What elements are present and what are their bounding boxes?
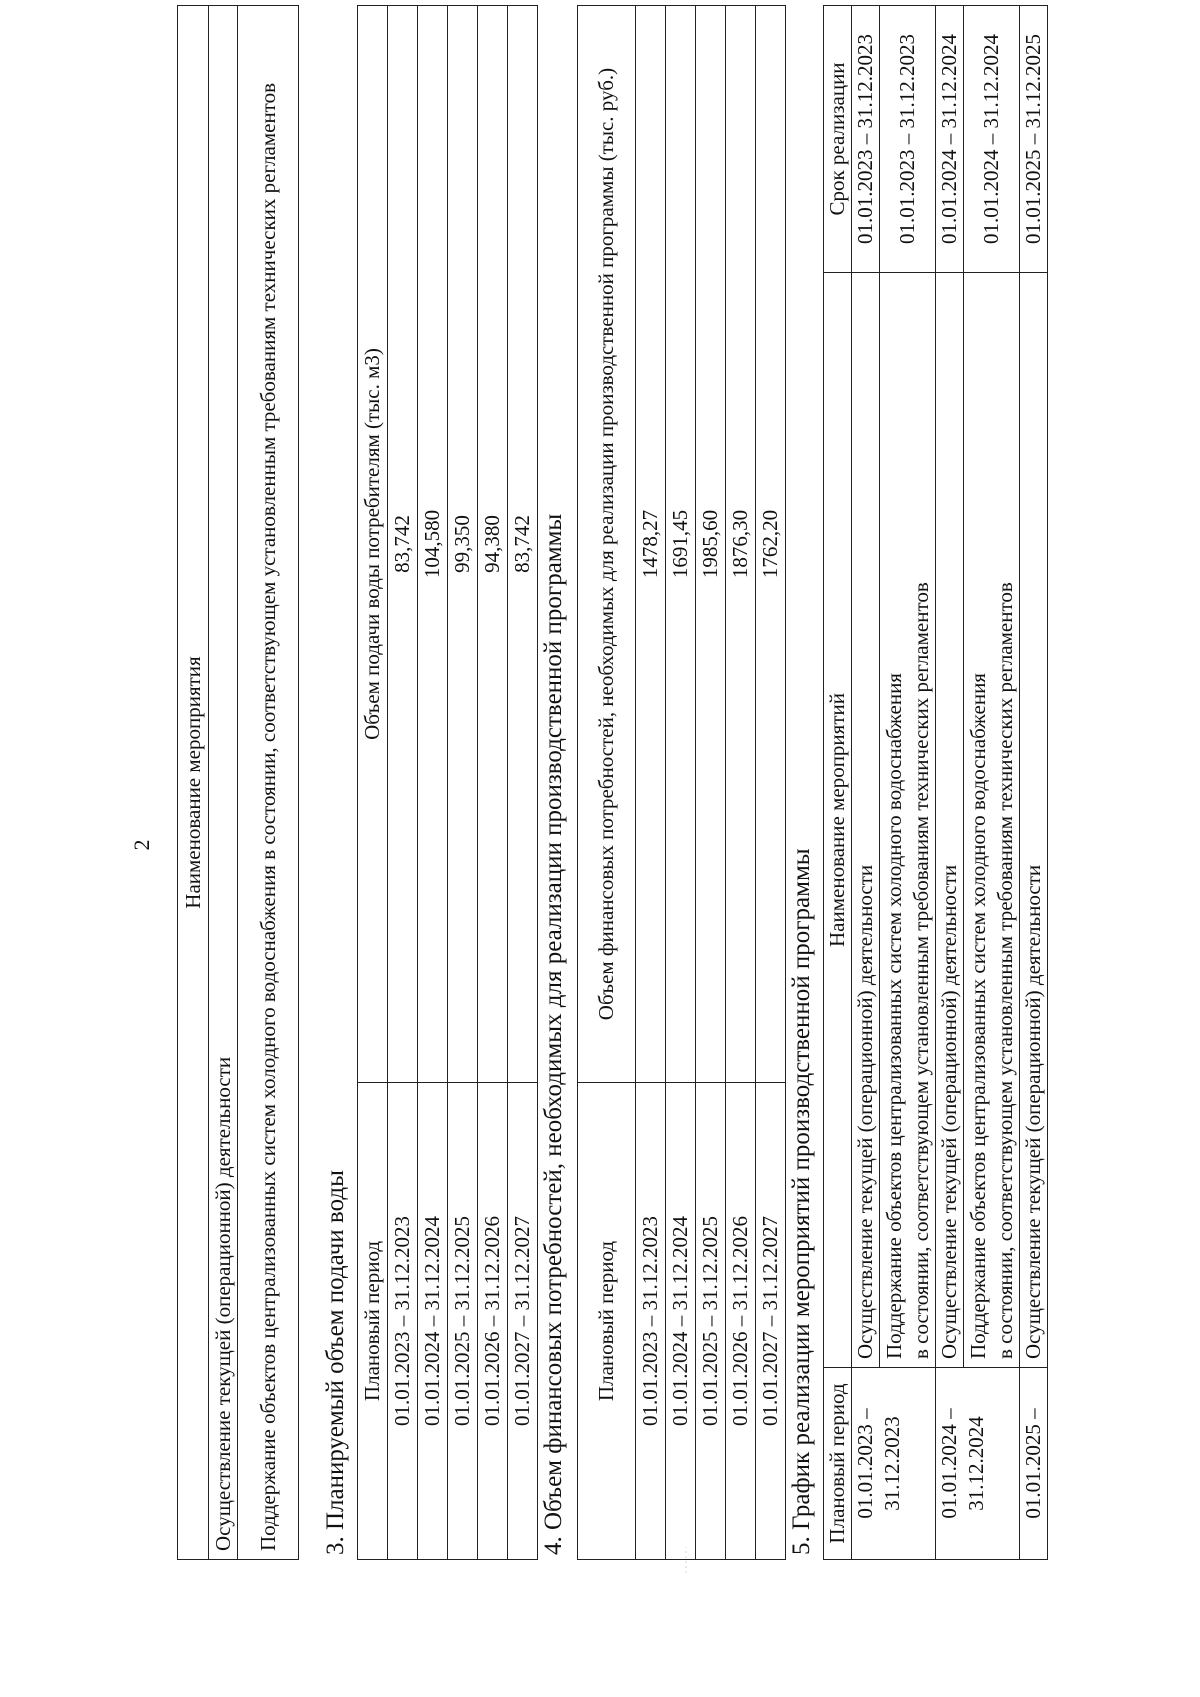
col-planned-period: Плановый период (578, 1083, 636, 1560)
value-cell: 83,742 (388, 6, 418, 1083)
col-planned-period: Плановый период (824, 1368, 852, 1560)
water-volume-table (357, 5, 538, 1560)
period-cell: 01.01.2026 – 31.12.2026 (726, 1083, 756, 1560)
value-cell: 1762,20 (756, 6, 786, 1083)
page-number: 2 (129, 839, 154, 851)
period-start: 01.01.2024 – (937, 1408, 961, 1519)
period-cell: 01.01.2026 – 31.12.2026 (478, 1083, 508, 1560)
rotated-page-content (85, 34, 1200, 1645)
measure-line: в состоянии, соответствующем установленным требованиям технических регламентов (908, 582, 933, 1359)
measure-cell (964, 273, 1020, 1368)
measures-row: Осуществление текущей (операционной) деятельности (209, 6, 238, 1560)
schedule-table (823, 5, 1048, 1560)
period-cell: 01.01.2027 – 31.12.2027 (508, 1083, 538, 1560)
period-cell: 01.01.2025 – 31.12.2025 (448, 1083, 478, 1560)
term-cell: 01.01.2024 – 31.12.2024 (936, 6, 964, 273)
section-5-title: 5. График реализации мероприятий производственной программы (788, 848, 815, 1555)
term-cell: 01.01.2024 – 31.12.2024 (964, 6, 1020, 273)
period-start: 01.01.2025 – (1021, 1408, 1045, 1519)
col-planned-period: Плановый период (358, 1083, 388, 1560)
col-water-volume: Объем подачи воды потребителям (тыс. м3) (358, 6, 388, 1083)
value-cell: 99,350 (448, 6, 478, 1083)
value-cell: 83,742 (508, 6, 538, 1083)
value-cell: 1876,30 (726, 6, 756, 1083)
financial-needs-table (577, 5, 786, 1560)
measure-line: Поддержание объектов централизованных систем холодного водоснабжения (881, 673, 906, 1359)
period-cell: 01.01.2024 – 31.12.2024 (418, 1083, 448, 1560)
period-cell: 01.01.2027 – 31.12.2027 (756, 1083, 786, 1560)
period-end: 31.12.2024 (964, 1416, 988, 1511)
value-cell: 104,580 (418, 6, 448, 1083)
scan-smudge-mark (680, 1545, 692, 1575)
term-cell: 01.01.2023 – 31.12.2023 (880, 6, 936, 273)
section-3-title: 3. Планируемый объем подачи воды (322, 1170, 349, 1555)
period-group-cell (936, 1368, 1020, 1560)
measures-table (177, 5, 299, 1560)
measure-cell: Осуществление текущей (операционной) деятельности (1020, 273, 1048, 1368)
period-group-cell (1020, 1368, 1048, 1560)
measure-cell: Осуществление текущей (операционной) деятельности (852, 273, 880, 1368)
value-cell: 94,380 (478, 6, 508, 1083)
measure-line: в состоянии, соответствующем установленным требованиям технических регламентов (992, 582, 1017, 1359)
term-cell: 01.01.2025 – 31.12.2025 (1020, 6, 1048, 273)
col-term: Срок реализации (824, 6, 852, 273)
value-cell: 1985,60 (696, 6, 726, 1083)
section-4-title: 4. Объем финансовых потребностей, необходимых для реализации производственной программы (540, 513, 567, 1555)
col-measure-name: Наименование мероприятий (824, 273, 852, 1368)
measures-row: Поддержание объектов централизованных систем холодного водоснабжения в состоянии, соответствующем установленным требованиям технических регламентов (238, 6, 299, 1560)
measure-cell: Осуществление текущей (операционной) деятельности (936, 273, 964, 1368)
value-cell: 1691,45 (666, 6, 696, 1083)
period-cell: 01.01.2023 – 31.12.2023 (636, 1083, 666, 1560)
col-financial-volume: Объем финансовых потребностей, необходимых для реализации производственной программы (тыс. руб.) (578, 6, 636, 1083)
period-end: 31.12.2023 (880, 1416, 904, 1511)
period-cell: 01.01.2024 – 31.12.2024 (666, 1083, 696, 1560)
period-group-cell (852, 1368, 936, 1560)
period-cell: 01.01.2023 – 31.12.2023 (388, 1083, 418, 1560)
value-cell: 1478,27 (636, 6, 666, 1083)
measures-header: Наименование мероприятия (178, 6, 209, 1560)
measure-line: Поддержание объектов централизованных систем холодного водоснабжения (965, 673, 990, 1359)
term-cell: 01.01.2023 – 31.12.2023 (852, 6, 880, 273)
period-start: 01.01.2023 – (853, 1408, 877, 1519)
period-cell: 01.01.2025 – 31.12.2025 (696, 1083, 726, 1560)
measure-cell (880, 273, 936, 1368)
